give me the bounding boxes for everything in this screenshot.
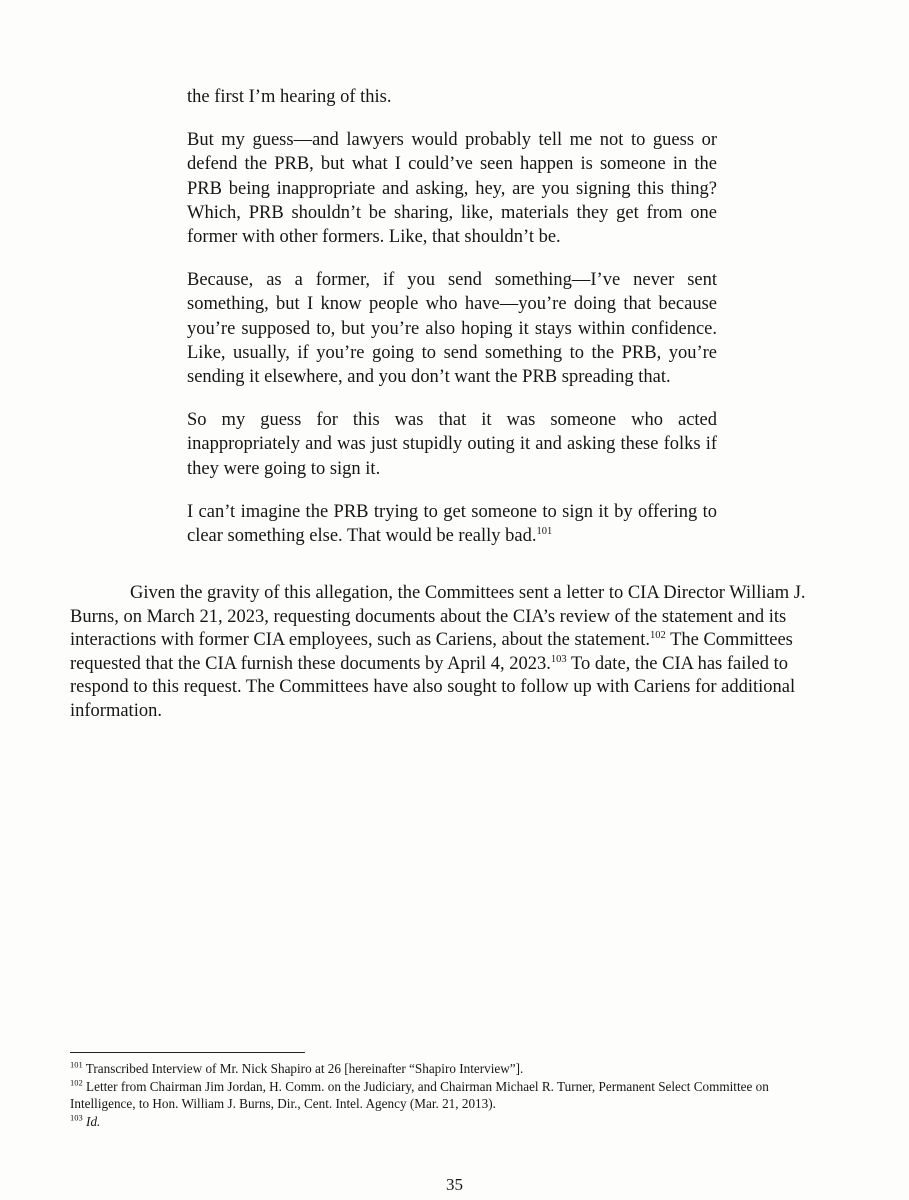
quote-text: I can’t imagine the PRB trying to get someone to sign it by offering to clear something else. That would be really bad. xyxy=(187,501,717,547)
body-text: Given the gravity of this allegation, the Committees sent a letter to CIA Director William J. Burns, on March 21, 2023, requesting documents about the CIA’s review of the statement and its interactions with former CIA employees, such as Cariens, about the statement. xyxy=(70,583,806,651)
quote-paragraph-last xyxy=(187,500,717,548)
footnote-text: Transcribed Interview of Mr. Nick Shapiro at 26 [hereinafter “Shapiro Interview”]. xyxy=(82,1061,524,1076)
footnote xyxy=(70,1060,810,1078)
footnote-number: 102 xyxy=(70,1077,83,1088)
footnote-divider xyxy=(70,1052,305,1053)
body-text: The Committees requested that the CIA furnish these documents by April 4, 2023. xyxy=(70,630,793,674)
footnote xyxy=(70,1078,810,1113)
quote-paragraph: the first I’m hearing of this. xyxy=(187,87,392,107)
footnotes xyxy=(70,1060,810,1130)
body-paragraph xyxy=(70,582,812,724)
block-quote xyxy=(187,85,717,567)
quote-paragraph: But my guess—and lawyers would probably tell me not to guess or defend the PRB, but what I could’ve seen happen is someone in the PRB being inappropriate and asking, hey, are you signing this thing? Which, PRB shouldn’t be sharing, like, materials they get from one former with other formers. Like, that shouldn’t be. xyxy=(187,130,717,248)
body-text: To date, the CIA has failed to respond to this request. The Committees have also sought to follow up with Cariens for additional information. xyxy=(70,653,796,721)
footnote xyxy=(70,1113,810,1131)
footnote-ref[interactable]: 102 xyxy=(650,630,666,642)
footnote-number: 103 xyxy=(70,1112,83,1123)
footnote-text: Id. xyxy=(82,1113,101,1129)
footnote-text: Letter from Chairman Jim Jordan, H. Comm. on the Judiciary, and Chairman Michael R. Turner, Permanent Select Committee on Intelligence, to Hon. William J. Burns, Dir., Cent. Intel. Agency (Mar. 21, 2013). xyxy=(70,1078,769,1111)
footnote-ref[interactable]: 101 xyxy=(536,525,553,537)
quote-paragraph: Because, as a former, if you send something—I’ve never sent something, but I know people who have—you’re doing that because you’re supposed to, but you’re also hoping it stays within confidence. Like, usually, if you’re going to send something to the PRB, you’re sending it elsewhere, and you don’t want the PRB spreading that. xyxy=(187,270,717,388)
footnote-ref[interactable]: 103 xyxy=(550,653,567,665)
footnote-number: 101 xyxy=(70,1059,83,1070)
page-number: 35 xyxy=(446,1175,463,1194)
quote-paragraph: So my guess for this was that it was someone who acted inappropriately and was just stupidly outing it and asking these folks if they were going to sign it. xyxy=(187,410,717,479)
